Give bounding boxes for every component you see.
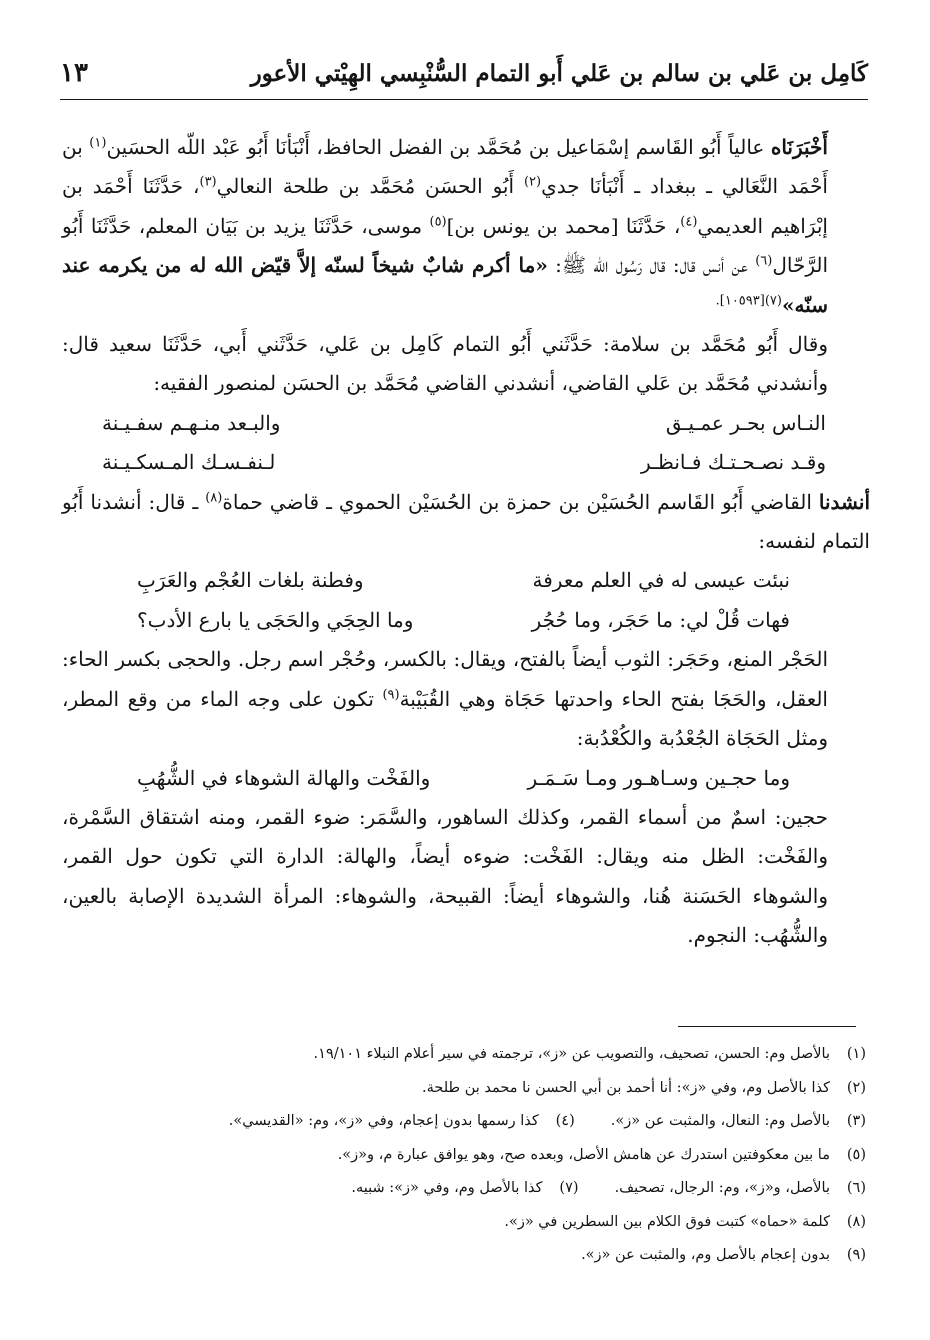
footnote-ref: (٣): [199, 174, 217, 190]
lead-word: أنشدنا: [818, 489, 870, 514]
footnote-text: كلمة «حماه» كتبت فوق الكلام بين السطرين في «ز».: [504, 1213, 830, 1230]
text-run: تكون على وجه الماء من وقع المطر، ومثل الحَجَاة الجُعْدُبة والكُعْدُبة:: [62, 686, 828, 751]
footnote-number: (٣): [846, 1113, 866, 1129]
hemistich-first: وما حجـين وسـاهـور ومـا سَـمَـر: [527, 765, 790, 790]
text-run: ـ قال: أنشدنا أَبُو التمام لنفسه:: [62, 489, 870, 554]
reference-number: [١٠٥٩٣].: [715, 292, 765, 308]
footnote-text: بالأصل وم: الحسن، تصحيف، والتصويب عن «ز»، ترجمته في سير أعلام النبلاء ١٩/١٠١.: [313, 1046, 830, 1062]
hemistich-first: النـاس بحـر عمـيـق: [665, 410, 826, 435]
footnote-text: بدون إعجام بالأصل وم، والمثبت عن «ز».: [581, 1247, 830, 1263]
lead-word: أَخْبَرَنَاه: [770, 135, 828, 159]
text-run: عالياً أَبُو القَاسم إسْمَاعيل بن مُحَمَّد بن الفضل الحافظ، أَنْبَأنَا أَبُو عَبْد اللّه الحسَين: [106, 135, 771, 159]
running-title: كَامِل بن عَلي بن سالم بن عَلي أَبو التمام السُّنْبِسي الهِيْتي الأعور: [250, 60, 868, 87]
footnote-ref: (٥): [429, 214, 447, 230]
hadith-text: «ما أكرم شابٌ شيخاً لسنّه إلاَّ قيّض الله له من يكرمه عند سنّه»: [62, 253, 828, 317]
footnote: [70, 1172, 866, 1206]
verse-line: [62, 404, 870, 443]
footnote-ref: (٩): [382, 687, 400, 703]
text-run: القاضي أَبُو القَاسم الحُسَيْن بن حمزة بن الحُسَيْن الحموي ـ قاضي حماة: [222, 489, 819, 514]
footnote-number: (٩): [846, 1247, 866, 1263]
text-run: أَبُو الحسَن مُحَمَّد بن طلحة النعالي: [216, 174, 524, 199]
footnote-text: بالأصل وم: النعال، والمثبت عن «ز».: [610, 1113, 830, 1129]
footnote: [70, 1072, 866, 1106]
verse-line: [62, 601, 870, 640]
hemistich-first: نبئت عيسى له في العلم معرفة: [532, 568, 790, 593]
footnote-ref: (٧): [764, 292, 782, 308]
footnote: [70, 1206, 866, 1240]
main-text: [62, 128, 870, 956]
text-run: بن أَحْمَد النَّعَالي ـ ببغداد ـ أَنْبَأنَا جدي: [62, 135, 828, 199]
hemistich-first: وقـد نصـحـتـك فـانظـر: [641, 450, 826, 475]
hemistich-second: وما الحِجَي والحَجَى يا بارع الأدب؟: [137, 607, 414, 632]
paragraph-isnad: [62, 128, 870, 325]
verse-line: [62, 561, 870, 600]
footnotes: [70, 1038, 866, 1273]
hemistich-second: والبـعد منـهـم سفـيـنة: [102, 410, 281, 435]
footnote-text: كذا بالأصل وم، وفي «ز»: شبيه.: [351, 1180, 543, 1196]
page-number: ١٣: [60, 58, 88, 88]
footnote-text: بالأصل، و«ز»، وم: الرجال، تصحيف.: [614, 1180, 830, 1196]
footnote-separator: [678, 1026, 856, 1027]
text-run: ، حَدَّثَنَا أَحْمَد بن إبْرَاهيم العديمي: [62, 174, 828, 238]
footnote: [70, 1139, 866, 1173]
text-run: الحَجْر المنع، وحَجَر: الثوب أيضاً بالفتح، ويقال: بالكسر، وحُجْر اسم رجل. والحجى بكسر الحاء: العقل، والحَجَا بفتح الحاء واحدتها حَجَاة وهي القُبَيْبة: [62, 647, 828, 711]
verse-line: [62, 759, 870, 798]
text-run: موسى، حَدَّثَنَا يزيد بن بَيَان المعلم، حَدَّثَنَا أَبُو الرَّحّال: [62, 213, 829, 278]
hemistich-second: والفَخْت والهالة الشوهاء في الشُّهُبِ: [137, 765, 431, 790]
footnote-text: كذا رسمها بدون إعجام، وفي «ز»، وم: «القديسي».: [228, 1113, 539, 1129]
paragraph-glossary: [62, 640, 870, 758]
footnote: [70, 1038, 866, 1072]
footnote-number: (٨): [846, 1213, 866, 1230]
footnote: [70, 1239, 866, 1273]
paragraph-explanation: حجين: اسمٌ من أسماء القمر، وكذلك الساهور، والسَّمَر: ضوء القمر، ومنه اشتقاق السَّمْرة، والفَخْت: الظل منه ويقال: الفَخْت: ضوءه أيضاً، والهالة: الدارة التي تكون حول القمر، والشوهاء الحَسَنة هُنا، والشوهاء أيضاً: القبيحة، والشوهاء: المرأة الشديدة الإصابة بالعين، والشُّهُب: النجوم.: [62, 804, 828, 948]
footnote-number: (٥): [846, 1146, 866, 1163]
footnote-number: (١): [846, 1046, 866, 1062]
paragraph-recitation: [62, 483, 870, 562]
hemistich-first: فهات قُلْ لي: ما حَجَر، وما حُجُر: [531, 607, 790, 632]
footnote-ref: (٦): [755, 253, 773, 269]
hemistich-second: لـنفـسـك المـسكـيـنة: [102, 450, 276, 475]
text-run: ، حَدَّثَنَا [محمد بن يونس بن]: [446, 213, 681, 238]
hemistich-second: وفطنة بلغات العُجْم والعَرَبِ: [137, 568, 364, 593]
footnote-number: (٧): [559, 1180, 579, 1196]
footnote-number: (٦): [846, 1180, 866, 1196]
header-rule: [60, 99, 868, 100]
text-run: عن أنس قال: قال رَسُول اللّه ﷺ:: [547, 253, 756, 278]
footnote-ref: (٤): [680, 214, 698, 230]
footnote-ref: (١): [89, 135, 107, 151]
footnote-number: (٢): [846, 1079, 866, 1096]
footnote-text: كذا بالأصل وم، وفي «ز»: أنا أحمد بن أبي الحسن نا محمد بن طلحة.: [422, 1079, 830, 1096]
footnote-text: ما بين معكوفتين استدرك عن هامش الأصل، وبعده صح، وهو يوافق عبارة م، و«ز».: [337, 1146, 830, 1163]
paragraph-narration: وقال أَبُو مُحَمَّد بن سلامة: حَدَّثَني أَبُو التمام كَامِل بن عَلي، حَدَّثَني أَبي، حَدَّثَنَا سعيد قال: وأنشدني مُحَمَّد بن عَلي القاضي، أنشدني القاضي مُحَمَّد بن الحسَن لمنصور الفقيه:: [62, 332, 828, 396]
footnote-ref: (٨): [205, 490, 223, 505]
footnote-number: (٤): [555, 1113, 575, 1129]
page-header: [60, 52, 868, 100]
verse-line: [62, 443, 870, 482]
footnote: [70, 1105, 866, 1139]
footnote-ref: (٢): [523, 174, 542, 190]
